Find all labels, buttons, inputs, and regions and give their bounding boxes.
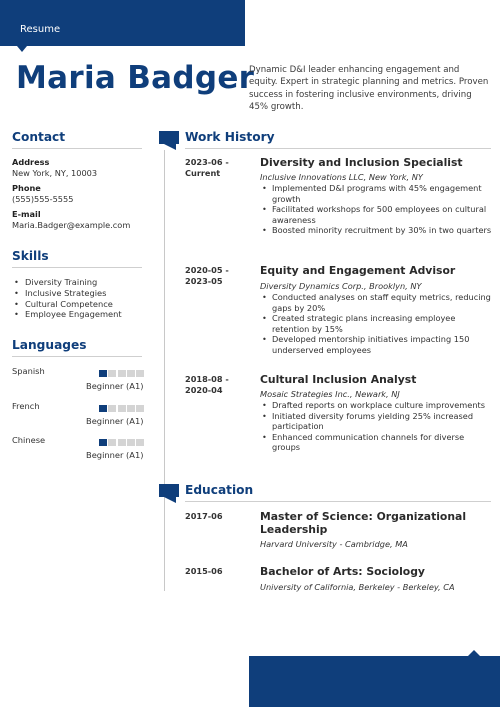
job-bullet: • Created strategic plans increasing employee retention by 15% (260, 313, 492, 334)
language-rating-bar (99, 370, 144, 377)
email-label: E-mail (12, 209, 41, 219)
degree-name: Master of Science (260, 510, 369, 523)
education-degree (260, 565, 492, 578)
skill-item: • Cultural Competence (12, 299, 147, 310)
job-date (185, 374, 255, 396)
email-value[interactable]: Maria.Badger@example.com (12, 220, 131, 230)
phone-label: Phone (12, 183, 41, 193)
candidate-name: Maria Badger (16, 60, 255, 96)
education-date: 2015-06 (185, 566, 223, 576)
language-name: French (12, 401, 40, 411)
job-bullet: • Implemented D&I programs with 45% engagement growth (260, 183, 492, 204)
job-bullet: • Facilitated workshops for 500 employees on cultural awareness (260, 204, 492, 225)
timeline-line (164, 150, 165, 591)
work-history-flag (159, 131, 179, 144)
job-bullet: • Boosted minority recruitment by 30% in two quarters (260, 225, 492, 236)
job-bullets (260, 183, 492, 236)
skill-item: • Diversity Training (12, 277, 147, 288)
work-history-heading: Work History (185, 130, 275, 144)
job-date-end: Current (185, 168, 221, 178)
rating-square-empty (136, 405, 144, 412)
job-title: Cultural Inclusion Analyst (260, 373, 417, 386)
rating-square-empty (108, 439, 116, 446)
job-bullets (260, 400, 492, 453)
job-date-start: 2020-05 - (185, 265, 229, 275)
language-rating-bar (99, 405, 144, 412)
job-date-end: 2023-05 (185, 276, 223, 286)
job-date (185, 265, 255, 287)
language-level: Beginner (A1) (86, 381, 144, 391)
job-bullet: • Initiated diversity forums yielding 25% increased participation (260, 411, 492, 432)
skills-list (12, 277, 147, 320)
education-divider (185, 501, 491, 502)
skills-divider (12, 267, 142, 268)
work-history-divider (185, 148, 491, 149)
degree-field: Sociology (366, 565, 425, 578)
job-bullet: • Conducted analyses on staff equity metrics, reducing gaps by 20% (260, 292, 492, 313)
rating-square-empty (108, 405, 116, 412)
resume-tag: Resume (20, 24, 61, 35)
rating-square-filled (99, 439, 107, 446)
address-label: Address (12, 157, 50, 167)
degree-name: Bachelor of Arts (260, 565, 359, 578)
education-heading: Education (185, 483, 254, 497)
rating-square-empty (118, 405, 126, 412)
rating-square-empty (127, 370, 135, 377)
skill-item: • Inclusive Strategies (12, 288, 147, 299)
languages-divider (12, 356, 142, 357)
professional-summary: Dynamic D&I leader enhancing engagement and equity. Expert in strategic planning and metrics. Proven success in fostering inclusive environments, driving 45% growth. (249, 65, 489, 113)
job-bullet: • Drafted reports on workplace culture improvements (260, 400, 492, 411)
rating-square-empty (127, 405, 135, 412)
job-company: Inclusive Innovations LLC, New York, NY (260, 172, 423, 182)
job-date-start: 2018-08 - (185, 374, 229, 384)
rating-square-empty (118, 370, 126, 377)
education-date: 2017-06 (185, 511, 223, 521)
rating-square-empty (108, 370, 116, 377)
education-school: University of California, Berkeley - Berkeley, CA (260, 582, 455, 592)
education-flag (159, 484, 179, 497)
skills-heading: Skills (12, 249, 49, 263)
job-date-start: 2023-06 - (185, 157, 229, 167)
job-title: Diversity and Inclusion Specialist (260, 156, 463, 169)
language-level: Beginner (A1) (86, 416, 144, 426)
job-date-end: 2020-04 (185, 385, 223, 395)
work-history-flag-tail (164, 144, 176, 150)
job-company: Diversity Dynamics Corp., Brooklyn, NY (260, 281, 422, 291)
language-level: Beginner (A1) (86, 450, 144, 460)
job-bullet: • Developed mentorship initiatives impacting 150 underserved employees (260, 334, 492, 355)
rating-square-empty (127, 439, 135, 446)
rating-square-filled (99, 405, 107, 412)
language-rating-bar (99, 439, 144, 446)
address-value: New York, NY, 10003 (12, 168, 98, 178)
degree-separator: : (368, 510, 377, 523)
language-name: Chinese (12, 435, 46, 445)
header-band (0, 0, 245, 46)
rating-square-empty (118, 439, 126, 446)
header-notch (17, 46, 27, 52)
education-school: Harvard University - Cambridge, MA (260, 539, 408, 549)
job-title: Equity and Engagement Advisor (260, 264, 456, 277)
education-flag-tail (164, 497, 176, 503)
job-bullets (260, 292, 492, 356)
rating-square-filled (99, 370, 107, 377)
language-name: Spanish (12, 366, 45, 376)
job-bullet: • Enhanced communication channels for diverse groups (260, 432, 492, 453)
phone-value: (555)555-5555 (12, 194, 74, 204)
skill-item: • Employee Engagement (12, 309, 147, 320)
contact-heading: Contact (12, 130, 66, 144)
languages-heading: Languages (12, 338, 87, 352)
rating-square-empty (136, 370, 144, 377)
degree-field: Organizational Leadership (260, 510, 467, 536)
job-date (185, 157, 255, 179)
footer-block (249, 656, 500, 707)
job-company: Mosaic Strategies Inc., Newark, NJ (260, 389, 400, 399)
education-degree (260, 510, 492, 536)
contact-divider (12, 148, 142, 149)
degree-separator: : (358, 565, 367, 578)
rating-square-empty (136, 439, 144, 446)
